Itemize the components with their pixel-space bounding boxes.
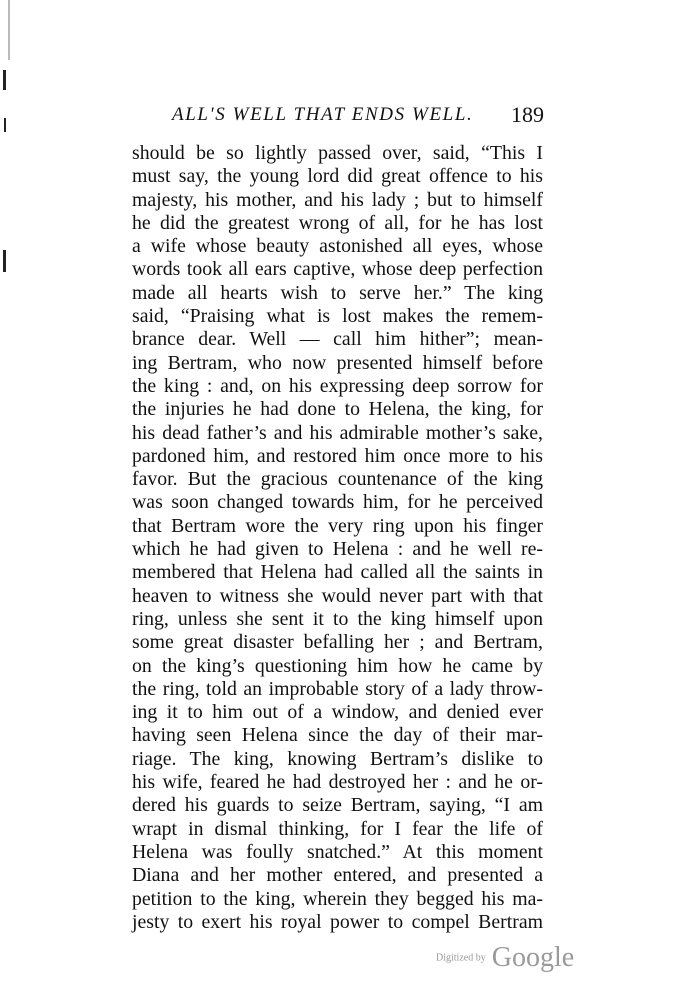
text-line: ing it to him out of a window, and denied ever xyxy=(132,701,543,724)
page-edge-shadow xyxy=(8,0,10,60)
text-line: the king : and, on his expressing deep sorrow for xyxy=(132,374,543,397)
running-header xyxy=(172,104,544,134)
text-line: heaven to witness she would never part with that xyxy=(132,584,543,607)
text-line: a wife whose beauty astonished all eyes, whose xyxy=(132,235,543,258)
text-line: wrapt in dismal thinking, for I fear the life of xyxy=(132,817,543,840)
text-line: the ring, told an improbable story of a lady throw- xyxy=(132,677,543,700)
text-line: favor. But the gracious countenance of the king xyxy=(132,468,543,491)
binding-mark xyxy=(4,118,6,132)
page-number: 189 xyxy=(511,102,544,127)
text-line: pardoned him, and restored him once more to his xyxy=(132,444,543,467)
text-line: some great disaster befalling her ; and Bertram, xyxy=(132,631,543,654)
text-line: Helena was foully snatched.” At this moment xyxy=(132,840,543,863)
binding-mark xyxy=(3,70,6,90)
text-line: jesty to exert his royal power to compel Bertram xyxy=(132,910,543,933)
text-line: should be so lightly passed over, said, “This I xyxy=(132,142,543,164)
google-logo: Google xyxy=(491,942,575,973)
text-line: said, “Praising what is lost makes the remem- xyxy=(132,305,543,328)
text-line: that Bertram wore the very ring upon his finger xyxy=(132,514,543,537)
text-line: brance dear. Well — call him hither”; mean- xyxy=(132,328,543,351)
text-line: his wife, feared he had destroyed her : and he or- xyxy=(132,771,543,794)
text-line: his dead father’s and his admirable mother’s sake, xyxy=(132,421,543,444)
body-text xyxy=(132,142,543,934)
text-line: the injuries he had done to Helena, the king, for xyxy=(132,398,543,421)
running-title: ALL'S WELL THAT ENDS WELL. xyxy=(172,104,474,125)
text-line: ing Bertram, who now presented himself before xyxy=(132,351,543,374)
text-line: petition to the king, wherein they begged his ma- xyxy=(132,887,543,910)
text-line: on the king’s questioning him how he came by xyxy=(132,654,543,677)
text-line: must say, the young lord did great offence to his xyxy=(132,165,543,188)
digitized-by-google-watermark xyxy=(436,942,574,974)
text-line: made all hearts wish to serve her.” The king xyxy=(132,281,543,304)
text-line: was soon changed towards him, for he perceived xyxy=(132,491,543,514)
text-line: Diana and her mother entered, and presented a xyxy=(132,864,543,887)
text-line: having seen Helena since the day of their mar- xyxy=(132,724,543,747)
text-line: dered his guards to seize Bertram, saying, “I am xyxy=(132,794,543,817)
text-line: riage. The king, knowing Bertram’s dislike to xyxy=(132,747,543,770)
text-line: which he had given to Helena : and he well re- xyxy=(132,538,543,561)
text-line: majesty, his mother, and his lady ; but to himself xyxy=(132,188,543,211)
text-line: ring, unless she sent it to the king himself upon xyxy=(132,607,543,630)
text-line: words took all ears captive, whose deep perfection xyxy=(132,258,543,281)
binding-mark xyxy=(3,250,6,272)
text-line: he did the greatest wrong of all, for he has lost xyxy=(132,211,543,234)
text-line: membered that Helena had called all the saints in xyxy=(132,561,543,584)
digitized-label: Digitized by xyxy=(436,952,486,964)
